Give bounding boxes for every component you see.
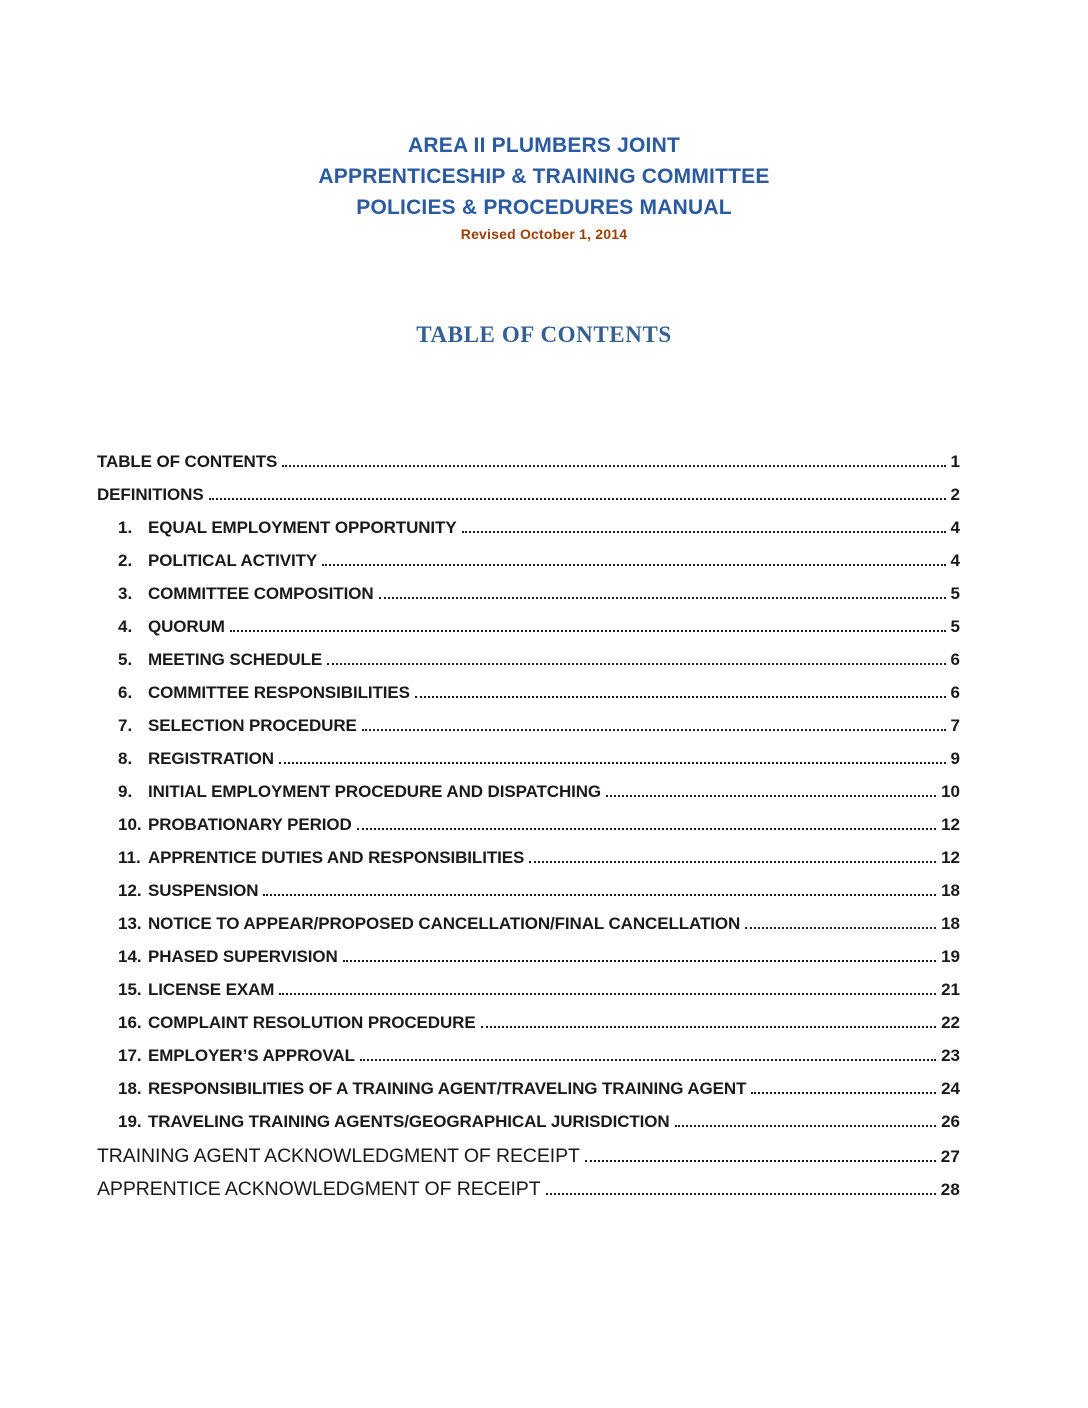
toc-entry-page: 5 [950, 584, 960, 603]
toc-entry-label: COMMITTEE COMPOSITION [148, 584, 374, 603]
toc-entry-1 [97, 485, 960, 518]
toc-entry-number: 5. [118, 650, 133, 669]
toc-entry-number: 12. [118, 881, 142, 900]
toc-entry-number: 2. [118, 551, 133, 570]
toc-entry-16 [97, 980, 960, 1013]
toc-entry-19 [97, 1079, 960, 1112]
toc-entry-label: APPRENTICE DUTIES AND RESPONSIBILITIES [148, 848, 525, 867]
toc-entry-6 [97, 650, 960, 683]
dot-leader [362, 729, 946, 731]
toc-entry-page: 23 [941, 1046, 960, 1065]
toc-entry-page: 10 [941, 782, 960, 801]
toc-entry-0 [97, 452, 960, 485]
doc-title-line-2: APPRENTICESHIP & TRAINING COMMITTEE [318, 165, 770, 188]
dot-leader [209, 498, 946, 500]
toc-entry-5 [97, 617, 960, 650]
toc-entry-page: 9 [950, 749, 960, 768]
toc-entry-number: 17. [118, 1046, 142, 1065]
toc-entry-label: TRAVELING TRAINING AGENTS/GEOGRAPHICAL JURISDICTION [148, 1112, 670, 1131]
dot-leader [462, 531, 946, 533]
toc-entry-7 [97, 683, 960, 716]
toc-entry-number: 11. [118, 848, 141, 867]
toc-entry-number: 19. [118, 1112, 142, 1131]
revision-date: Revised October 1, 2014 [460, 226, 628, 242]
toc-entry-number: 18. [118, 1079, 142, 1098]
toc-entry-number: 13. [118, 914, 142, 933]
toc-entry-13 [97, 881, 960, 914]
toc-entry-label: COMPLAINT RESOLUTION PROCEDURE [148, 1013, 476, 1032]
toc-entry-page: 1 [950, 452, 960, 471]
dot-leader [675, 1125, 936, 1127]
toc-entry-page: 4 [950, 518, 960, 537]
toc-entry-number: 14. [118, 947, 142, 966]
dot-leader [529, 861, 936, 863]
toc-entry-page: 12 [941, 815, 960, 834]
toc-entry-number: 9. [118, 782, 133, 801]
toc-entry-page: 27 [940, 1147, 960, 1166]
toc-entry-label: LICENSE EXAM [148, 980, 275, 999]
dot-leader [745, 927, 936, 929]
toc-entry-4 [97, 584, 960, 617]
toc-entry-label: QUORUM [148, 617, 225, 636]
toc-entry-18 [97, 1046, 960, 1079]
toc-entry-22 [97, 1178, 960, 1211]
toc-entry-number: 1. [118, 518, 133, 537]
dot-leader [481, 1026, 937, 1028]
doc-title-line-3: POLICIES & PROCEDURES MANUAL [356, 196, 732, 219]
toc-entry-page: 12 [941, 848, 960, 867]
toc-entry-11 [97, 815, 960, 848]
toc-list [97, 452, 960, 1211]
dot-leader [282, 465, 945, 467]
toc-entry-label: PROBATIONARY PERIOD [148, 815, 352, 834]
toc-entry-15 [97, 947, 960, 980]
toc-entry-10 [97, 782, 960, 815]
toc-entry-page: 2 [950, 485, 960, 504]
dot-leader [751, 1092, 936, 1094]
toc-entry-label: COMMITTEE RESPONSIBILITIES [148, 683, 410, 702]
dot-leader [279, 762, 946, 764]
dot-leader [322, 564, 945, 566]
toc-entry-page: 21 [941, 980, 960, 999]
toc-entry-label: SELECTION PROCEDURE [148, 716, 357, 735]
toc-entry-page: 4 [950, 551, 960, 570]
toc-entry-8 [97, 716, 960, 749]
toc-entry-page: 19 [941, 947, 960, 966]
dot-leader [343, 960, 936, 962]
toc-entry-9 [97, 749, 960, 782]
doc-title-line-1: AREA II PLUMBERS JOINT [408, 134, 680, 157]
toc-entry-label: DEFINITIONS [97, 485, 204, 504]
toc-entry-label: POLITICAL ACTIVITY [148, 551, 318, 570]
dot-leader [357, 828, 936, 830]
toc-entry-3 [97, 551, 960, 584]
dot-leader [415, 696, 946, 698]
toc-entry-label: TRAINING AGENT ACKNOWLEDGMENT OF RECEIPT [97, 1145, 580, 1167]
dot-leader [546, 1193, 936, 1195]
toc-entry-number: 7. [118, 716, 133, 735]
toc-entry-12 [97, 848, 960, 881]
toc-entry-number: 15. [118, 980, 142, 999]
toc-entry-17 [97, 1013, 960, 1046]
dot-leader [585, 1160, 936, 1162]
toc-entry-page: 7 [950, 716, 960, 735]
toc-entry-page: 5 [950, 617, 960, 636]
toc-entry-label: REGISTRATION [148, 749, 274, 768]
toc-entry-number: 8. [118, 749, 133, 768]
dot-leader [230, 630, 946, 632]
toc-entry-label: EQUAL EMPLOYMENT OPPORTUNITY [148, 518, 457, 537]
toc-entry-label: TABLE OF CONTENTS [97, 452, 278, 471]
toc-entry-number: 4. [118, 617, 133, 636]
toc-entry-label: EMPLOYER’S APPROVAL [148, 1046, 355, 1065]
dot-leader [379, 597, 946, 599]
toc-entry-page: 6 [950, 683, 960, 702]
dot-leader [360, 1059, 936, 1061]
toc-entry-label: SUSPENSION [148, 881, 259, 900]
toc-entry-page: 28 [940, 1180, 960, 1199]
toc-heading: TABLE OF CONTENTS [416, 322, 672, 347]
toc-entry-number: 10. [118, 815, 142, 834]
toc-entry-label: MEETING SCHEDULE [148, 650, 323, 669]
toc-entry-number: 6. [118, 683, 133, 702]
toc-entry-2 [97, 518, 960, 551]
toc-entry-page: 24 [941, 1079, 960, 1098]
toc-entry-label: PHASED SUPERVISION [148, 947, 338, 966]
toc-entry-number: 3. [118, 584, 133, 603]
toc-entry-page: 18 [941, 914, 960, 933]
toc-entry-page: 26 [941, 1112, 960, 1131]
toc-entry-label: NOTICE TO APPEAR/PROPOSED CANCELLATION/FINAL CANCELLATION [148, 914, 741, 933]
dot-leader [606, 795, 936, 797]
toc-entry-page: 18 [941, 881, 960, 900]
toc-entry-number: 16. [118, 1013, 142, 1032]
toc-entry-page: 22 [941, 1013, 960, 1032]
toc-entry-20 [97, 1112, 960, 1145]
document-header [0, 0, 1088, 242]
toc-entry-14 [97, 914, 960, 947]
dot-leader [327, 663, 945, 665]
toc-entry-label: INITIAL EMPLOYMENT PROCEDURE AND DISPATCHING [148, 782, 602, 801]
toc-entry-label: APPRENTICE ACKNOWLEDGMENT OF RECEIPT [97, 1178, 541, 1200]
toc-entry-page: 6 [950, 650, 960, 669]
dot-leader [279, 993, 936, 995]
dot-leader [263, 894, 936, 896]
toc-entry-label: RESPONSIBILITIES OF A TRAINING AGENT/TRAVELING TRAINING AGENT [148, 1079, 747, 1098]
toc-entry-21 [97, 1145, 960, 1178]
